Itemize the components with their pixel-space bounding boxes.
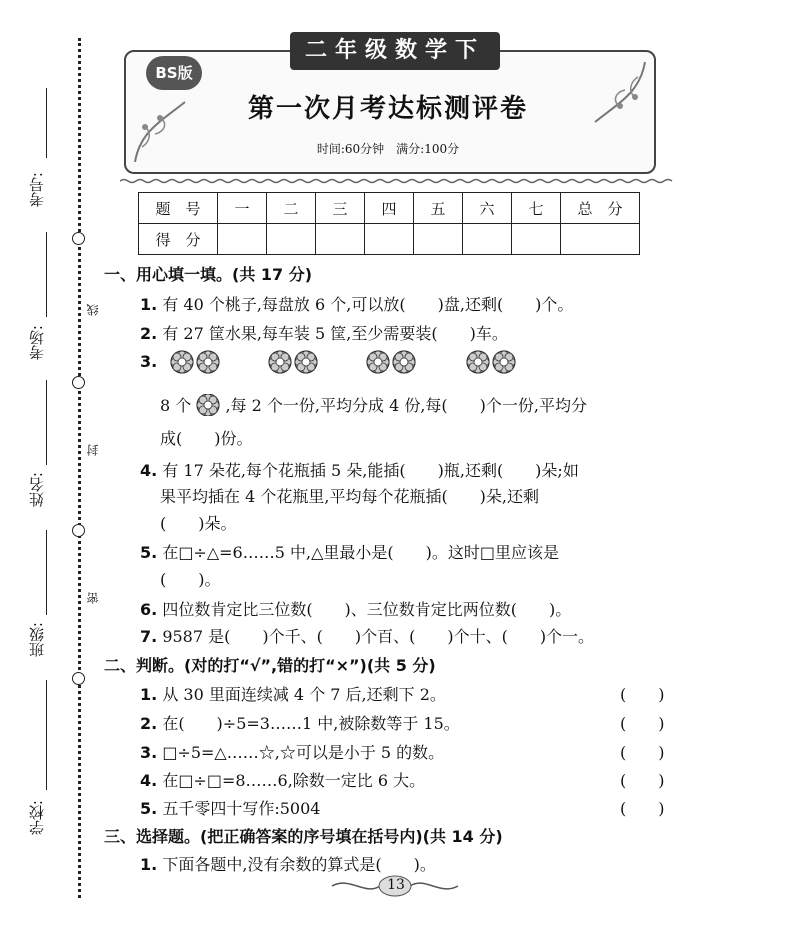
binding-hole — [72, 232, 85, 245]
score-table-header-row — [139, 193, 640, 224]
score-header-cell: 六 — [463, 193, 512, 224]
school-blank — [46, 680, 47, 790]
seal-secret-char: 密 — [86, 592, 100, 604]
question-text: 从 30 里面连续减 4 个 7 后,还剩下 2。 — [162, 685, 446, 704]
question-text: 在□÷△=6……5 中,△里最小是( )。这时□里应该是 — [162, 543, 559, 562]
question-text: ,每 2 个一份,平均分成 4 份,每( )个一份,平均分 — [225, 396, 588, 415]
question-1-4-line3: ( )朵。 — [160, 514, 237, 533]
question-text: 有 17 朵花,每个花瓶插 5 朵,能插( )瓶,还剩( )朵;如 — [162, 461, 579, 480]
section1-title: 一、用心填一填。(共 17 分) — [104, 265, 313, 284]
score-header-cell: 五 — [414, 193, 463, 224]
question-text: 有 27 筐水果,每车装 5 筐,至少需要装( )车。 — [162, 324, 508, 343]
name-blank — [46, 380, 47, 465]
answer-paren[interactable]: ( ) — [620, 714, 665, 733]
question-number: 1. — [140, 855, 158, 874]
score-header-cell: 题 号 — [139, 193, 218, 224]
class-blank — [46, 530, 47, 615]
binding-hole — [72, 376, 85, 389]
score-cell[interactable] — [561, 224, 640, 255]
question-1-4-line1 — [140, 458, 579, 481]
flower-groups — [168, 346, 538, 378]
question-number: 1. — [140, 295, 158, 314]
question-text: 在□÷□=8……6,除数一定比 6 大。 — [162, 771, 426, 790]
flower-icon — [367, 351, 389, 373]
score-cell[interactable] — [512, 224, 561, 255]
question-number: 2. — [140, 714, 158, 733]
flower-icon — [196, 394, 220, 416]
question-number: 3. — [140, 743, 158, 762]
score-header-cell: 四 — [365, 193, 414, 224]
question-1-3-label — [140, 352, 157, 371]
exam-no-label: 考号: — [28, 172, 46, 208]
exam-room-blank — [46, 232, 47, 317]
question-1-6 — [140, 597, 571, 620]
page-title: 第一次月考达标测评卷 — [247, 94, 528, 124]
question-1-3-line2: 成( )份。 — [160, 429, 253, 448]
wave-divider — [120, 178, 676, 184]
score-header-cell: 总 分 — [561, 193, 640, 224]
question-number: 7. — [140, 627, 158, 646]
answer-paren[interactable]: ( ) — [620, 771, 665, 790]
score-cell[interactable] — [218, 224, 267, 255]
score-cell[interactable] — [463, 224, 512, 255]
question-text: 9587 是( )个千、( )个百、( )个十、( )个一。 — [162, 627, 595, 646]
seal-line-char: 线 — [86, 304, 100, 316]
question-number: 6. — [140, 600, 158, 619]
exam-room-label: 考场: — [28, 325, 46, 361]
binding-dotted-line — [78, 38, 81, 898]
grade-banner: 二年级数学下 — [290, 32, 500, 70]
score-cell[interactable] — [365, 224, 414, 255]
section2-title: 二、判断。(对的打“√”,错的打“×”)(共 5 分) — [104, 656, 436, 675]
section3-title: 三、选择题。(把正确答案的序号填在括号内)(共 14 分) — [104, 827, 503, 846]
question-number: 4. — [140, 771, 158, 790]
question-1-5-line1 — [140, 540, 559, 563]
question-text: 五千零四十写作:5004 — [162, 799, 321, 818]
question-1-1 — [140, 292, 573, 315]
question-1-3-line1 — [160, 393, 587, 416]
judge-item-4 — [140, 768, 425, 791]
question-text: 四位数肯定比三位数( )、三位数肯定比两位数( )。 — [162, 600, 572, 619]
score-table — [138, 192, 640, 255]
judge-item-5 — [140, 796, 320, 819]
school-label: 学校: — [28, 800, 46, 836]
edition-badge: BS版 — [146, 56, 202, 90]
score-cell[interactable] — [267, 224, 316, 255]
judge-item-3 — [140, 740, 444, 763]
question-text: 下面各题中,没有余数的算式是( )。 — [162, 855, 436, 874]
judge-item-2 — [140, 711, 460, 734]
binding-hole — [72, 524, 85, 537]
question-1-5-line2: ( )。 — [160, 570, 221, 589]
question-number: 5. — [140, 543, 158, 562]
time-info: 时间:60分钟 满分:100分 — [316, 142, 460, 156]
score-header-cell: 三 — [316, 193, 365, 224]
flower-icon — [197, 351, 219, 373]
question-text: 有 40 个桃子,每盘放 6 个,可以放( )盘,还剩( )个。 — [162, 295, 574, 314]
score-cell[interactable] — [414, 224, 463, 255]
answer-paren[interactable]: ( ) — [620, 743, 665, 762]
question-number: 1. — [140, 685, 158, 704]
binding-hole — [72, 672, 85, 685]
flower-icon — [269, 351, 291, 373]
question-number: 5. — [140, 799, 158, 818]
answer-paren[interactable]: ( ) — [620, 685, 665, 704]
flower-icon — [393, 351, 415, 373]
exam-no-blank — [46, 88, 47, 158]
question-number: 3. — [140, 352, 158, 371]
score-header-cell: 一 — [218, 193, 267, 224]
page-number: 13 — [387, 877, 405, 893]
question-1-7 — [140, 624, 594, 647]
judge-item-1 — [140, 682, 446, 705]
name-label: 姓名: — [28, 472, 46, 508]
question-number: 2. — [140, 324, 158, 343]
score-table-score-row — [139, 224, 640, 255]
question-1-2 — [140, 321, 508, 344]
flower-icon — [467, 351, 489, 373]
question-text: □÷5=△……☆,☆可以是小于 5 的数。 — [162, 743, 445, 762]
class-label: 班级: — [28, 622, 46, 658]
answer-paren[interactable]: ( ) — [620, 799, 665, 818]
score-header-cell: 七 — [512, 193, 561, 224]
flower-icon — [493, 351, 515, 373]
question-text: 在( )÷5=3……1 中,被除数等于 15。 — [162, 714, 460, 733]
score-cell[interactable] — [316, 224, 365, 255]
score-header-cell: 二 — [267, 193, 316, 224]
seal-seal-char: 封 — [86, 444, 100, 456]
flower-icon — [171, 351, 193, 373]
question-1-4-line2: 果平均插在 4 个花瓶里,平均每个花瓶插( )朵,还剩 — [160, 487, 540, 506]
flower-icon — [295, 351, 317, 373]
score-row-label: 得 分 — [139, 224, 218, 255]
question-text: 8 个 — [160, 396, 192, 415]
question-number: 4. — [140, 461, 158, 480]
